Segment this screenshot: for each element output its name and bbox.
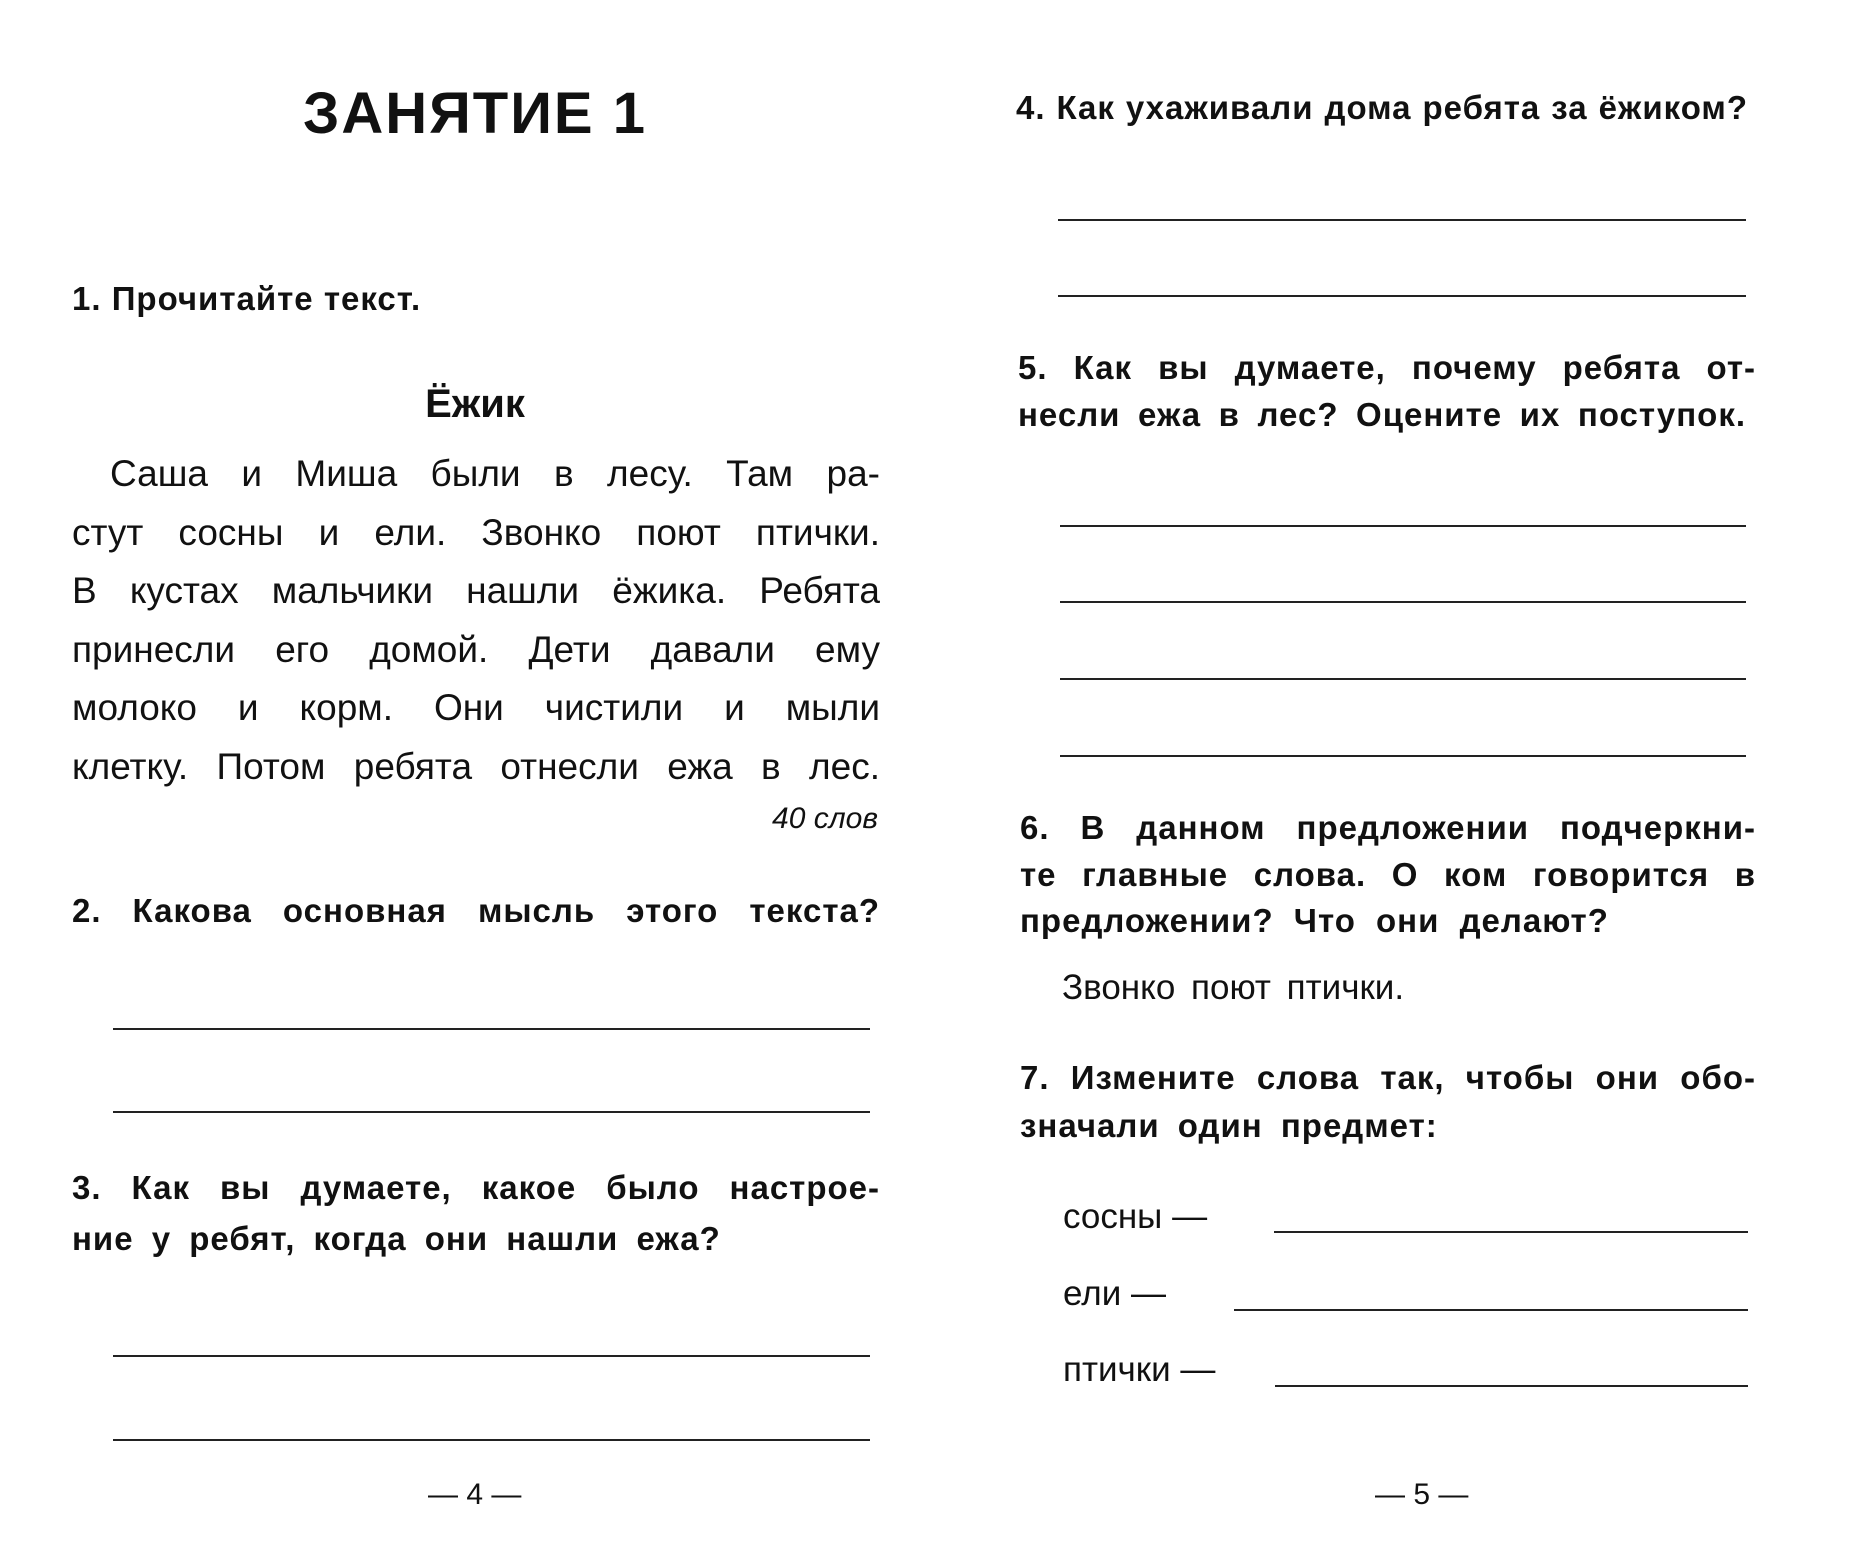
- text-line: Саша и Миша были в лесу. Там ра-: [110, 453, 880, 494]
- task-5-question-line: несли ежа в лес? Оцените их поступок.: [1018, 396, 1746, 433]
- answer-line[interactable]: [1274, 1231, 1748, 1233]
- task-5-question-line: 5. Как вы думаете, почему ребята от-: [1018, 349, 1756, 386]
- answer-line[interactable]: [113, 1355, 870, 1357]
- answer-line[interactable]: [1234, 1309, 1748, 1311]
- task-7-question-line: значали один предмет:: [1020, 1107, 1438, 1144]
- answer-line[interactable]: [113, 1111, 870, 1113]
- answer-line[interactable]: [1058, 219, 1746, 221]
- task-3-question-line: 3. Как вы думаете, какое было настрое-: [72, 1169, 880, 1206]
- task-7-question-line: 7. Измените слова так, чтобы они обо-: [1020, 1059, 1756, 1096]
- text-line: клетку. Потом ребята отнесли ежа в лес.: [72, 746, 880, 787]
- answer-line[interactable]: [1060, 601, 1746, 603]
- task-6-question-line: 6. В данном предложении подчеркни-: [1020, 809, 1756, 846]
- text-line: молоко и корм. Они чистили и мыли: [72, 687, 880, 728]
- answer-line[interactable]: [1060, 755, 1746, 757]
- task-3-question-line: ние у ребят, когда они нашли ежа?: [72, 1220, 721, 1257]
- text-line: принесли его домой. Дети давали ему: [72, 629, 880, 670]
- word-count: 40 слов: [772, 802, 878, 835]
- page-number: — 4 —: [428, 1478, 522, 1511]
- task-6-sentence[interactable]: Звонко поют птички.: [1062, 968, 1405, 1007]
- page-number: — 5 —: [1375, 1478, 1469, 1511]
- text-line: В кустах мальчики нашли ёжика. Ребята: [72, 570, 880, 611]
- answer-line[interactable]: [1275, 1385, 1748, 1387]
- lesson-title: ЗАНЯТИЕ 1: [303, 81, 647, 146]
- answer-line[interactable]: [113, 1439, 870, 1441]
- task-1-heading: 1. Прочитайте текст.: [72, 280, 422, 317]
- left-page: [0, 0, 936, 1568]
- right-page: [936, 0, 1873, 1568]
- text-title: Ёжик: [425, 382, 525, 426]
- answer-line[interactable]: [113, 1028, 870, 1030]
- task-6-question-line: те главные слова. О ком говорится в: [1020, 856, 1756, 893]
- task-2-question: 2. Какова основная мысль этого текста?: [72, 892, 880, 929]
- answer-line[interactable]: [1060, 678, 1746, 680]
- task-7-word-eli: ели —: [1063, 1274, 1167, 1313]
- answer-line[interactable]: [1058, 295, 1746, 297]
- text-line: стут сосны и ели. Звонко поют птички.: [72, 512, 880, 553]
- task-4-question: 4. Как ухаживали дома ребята за ёжиком?: [1016, 89, 1748, 126]
- task-7-word-sosny: сосны —: [1063, 1197, 1208, 1236]
- answer-line[interactable]: [1060, 525, 1746, 527]
- task-7-word-ptichki: птички —: [1063, 1350, 1216, 1389]
- task-6-question-line: предложении? Что они делают?: [1020, 902, 1609, 939]
